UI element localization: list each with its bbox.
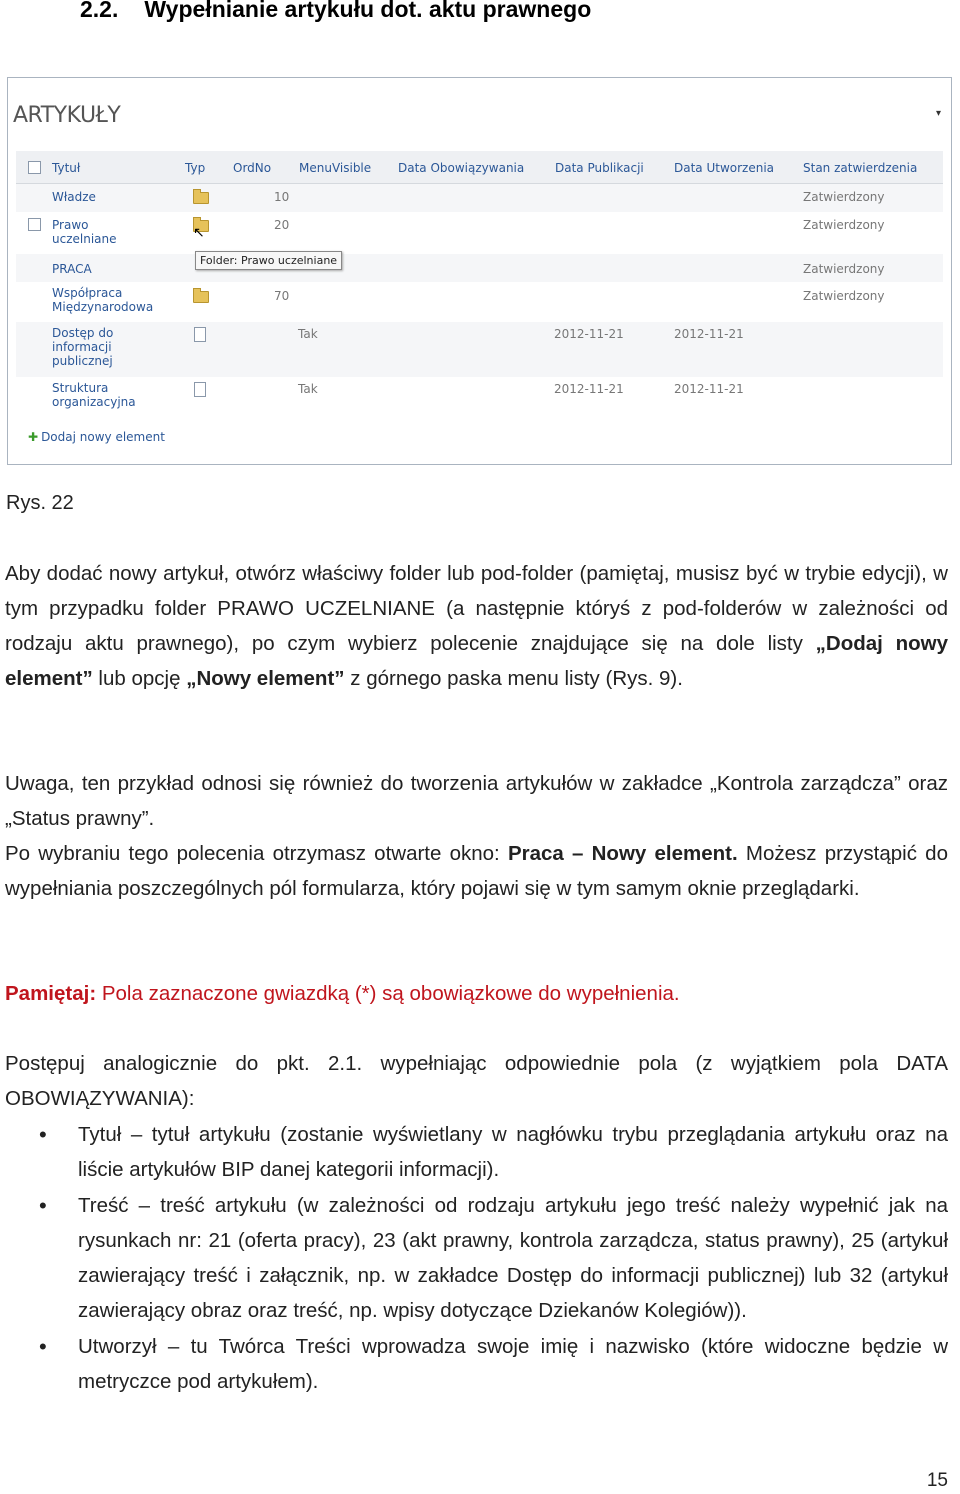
row-publish-date: 2012-11-21 (554, 382, 624, 396)
document-icon (194, 382, 206, 397)
section-heading (80, 0, 591, 23)
chevron-down-icon[interactable]: ▾ (935, 108, 941, 119)
table-row[interactable] (16, 254, 943, 282)
section-number: 2.2. (80, 0, 119, 22)
p1-text-c: lub opcję (92, 667, 187, 690)
list-title: ARTYKUŁY (13, 103, 121, 128)
folder-icon (193, 192, 209, 204)
row-checkbox[interactable] (28, 218, 41, 231)
p1-bold-add: „Dodaj nowy element” (5, 632, 948, 690)
p4-bold: Pamiętaj: (5, 982, 97, 1005)
row-created-date: 2012-11-21 (674, 382, 744, 396)
field-list (5, 1117, 948, 1400)
column-valid-date[interactable]: Data Obowiązywania (398, 161, 525, 175)
mouse-cursor-icon: ↖ (193, 224, 205, 240)
column-approval-state[interactable]: Stan zatwierdzenia (803, 161, 918, 175)
p1-text-a: Aby dodać nowy artykuł, otwórz właściwy folder lub pod-folder (pamiętaj, musisz być w trybie edycji), w tym przypadku folder PRAWO UCZELNIANE (a następnie któryś z pod-folderów w zależności od rodzaju aktu prawnego), po czym wybierz polecenie znajdujące się na dole listy (5, 562, 948, 655)
add-new-element-link[interactable] (28, 430, 165, 444)
row-title-link[interactable]: Współpraca Międzynarodowa (52, 286, 154, 314)
column-publish-date[interactable]: Data Publikacji (555, 161, 644, 175)
row-ordno: 70 (274, 289, 290, 303)
articles-screenshot (7, 77, 952, 465)
figure-caption: Rys. 22 (6, 492, 74, 514)
list-item: • Tytuł – tytuł artykułu (zostanie wyświetlany w nagłówku trybu przeglądania artykułu oraz na liście artykułów BIP danej kategorii informacji). (5, 1117, 948, 1187)
document-icon (194, 327, 206, 342)
column-type[interactable]: Typ (185, 161, 206, 175)
folder-tooltip: Folder: Prawo uczelniane (195, 251, 342, 270)
p3-text-a: Po wybraniu tego polecenia otrzymasz otwarte okno: (5, 842, 508, 865)
row-title-link[interactable]: PRACA (52, 262, 92, 276)
list-item: • Utworzył – tu Twórca Treści wprowadza swoje imię i nazwisko (które widoczne będzie w metryczce pod artykułem). (5, 1329, 948, 1399)
row-created-date: 2012-11-21 (674, 327, 744, 341)
paragraph-note: Uwaga, ten przykład odnosi się również do tworzenia artykułów w zakładce „Kontrola zarządcza” oraz „Status prawny”. (5, 772, 948, 830)
table-row[interactable] (16, 212, 943, 254)
column-menuvisible[interactable]: MenuVisible (299, 161, 372, 175)
column-title[interactable]: Tytuł (52, 161, 81, 175)
table-row[interactable] (16, 322, 943, 377)
table-row[interactable] (16, 282, 943, 322)
p4-text: Pola zaznaczone gwiazdką (*) są obowiązkowe do wypełnienia. (96, 982, 680, 1005)
p3-bold: Praca – Nowy element. (507, 842, 738, 865)
table-row[interactable] (16, 377, 943, 417)
row-state: Zatwierdzony (803, 218, 885, 232)
p3-text-c: Możesz przystąpić do wypełniania poszczególnych pól formularza, który pojawi się w tym samym oknie przeglądarki. (5, 842, 948, 900)
folder-icon (193, 291, 209, 303)
add-new-element-label: Dodaj nowy element (41, 430, 165, 444)
column-created-date[interactable]: Data Utworzenia (674, 161, 775, 175)
row-title-link[interactable]: Prawo uczelniane (52, 218, 117, 246)
section-title: Wypełnianie artykułu dot. aktu prawnego (144, 0, 592, 22)
row-ordno: 10 (274, 190, 290, 204)
table-row[interactable] (16, 184, 943, 212)
select-all-checkbox[interactable] (28, 161, 41, 174)
paragraph-window (5, 836, 948, 906)
list-item: • Treść – treść artykułu (w zależności od rodzaju artykułu jego treść należy wypełnić jak na rysunkach nr: 21 (oferta pracy), 23 (akt prawny, kontrola zarządcza, status prawny), 25 (artykuł zawierający treść i załącznik, np. w zakładce Dostęp do informacji publicznej) lub 32 (artykuł zawierający obraz oraz treść, np. wpisy dotyczące Dziekanów Kolegiów)). (5, 1188, 948, 1328)
page-number: 15 (926, 1470, 948, 1491)
row-state: Zatwierdzony (803, 190, 885, 204)
p1-bold-new: „Nowy element” (186, 667, 345, 690)
column-ordno[interactable]: OrdNo (233, 161, 272, 175)
p1-text-d: z górnego paska menu listy (Rys. 9). (344, 667, 683, 690)
row-state: Zatwierdzony (803, 289, 885, 303)
paragraph-remember (5, 976, 948, 1011)
row-title-link[interactable]: Dostęp do informacji publicznej (52, 326, 114, 368)
paragraph-intro (5, 556, 948, 696)
row-menuvisible: Tak (298, 327, 318, 341)
row-state: Zatwierdzony (803, 262, 885, 276)
row-publish-date: 2012-11-21 (554, 327, 624, 341)
plus-icon: ✚ (28, 430, 39, 444)
row-title-link[interactable]: Władze (52, 190, 96, 204)
column-header-row (16, 151, 943, 184)
paragraph-proceed: Postępuj analogicznie do pkt. 2.1. wypełniając odpowiednie pola (z wyjątkiem pola DATA OBOWIĄZYWANIA): (5, 1052, 948, 1110)
row-ordno: 20 (274, 218, 290, 232)
row-menuvisible: Tak (298, 382, 318, 396)
row-title-link[interactable]: Struktura organizacyjna (52, 381, 136, 409)
